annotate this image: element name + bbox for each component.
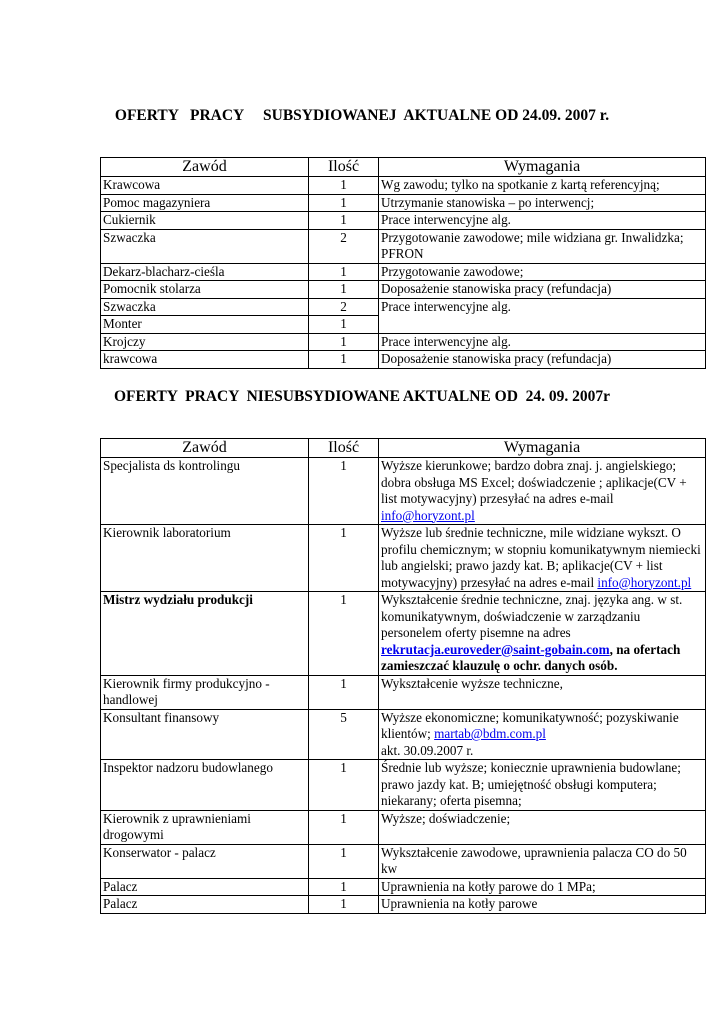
cell-zawod: Kierownik laboratorium xyxy=(101,525,309,592)
table-row xyxy=(101,263,706,281)
cell-zawod: Szwaczka xyxy=(101,229,309,263)
requirements-note: akt. 30.09.2007 r. xyxy=(381,742,474,758)
table-header xyxy=(101,439,706,458)
cell-zawod: Cukiernik xyxy=(101,212,309,230)
table-row xyxy=(101,760,706,811)
cell-wymagania: Uprawnienia na kotły parowe xyxy=(379,896,706,914)
email-link[interactable]: info@horyzont.pl xyxy=(597,574,692,590)
cell-ilosc: 1 xyxy=(309,177,379,195)
cell-zawod: Pomoc magazyniera xyxy=(101,194,309,212)
cell-wymagania: Doposażenie stanowiska pracy (refundacja) xyxy=(379,281,706,299)
email-link[interactable]: martab@bdm.com.pl xyxy=(434,726,546,741)
cell-wymagania: Wg zawodu; tylko na spotkanie z kartą referencyjną; xyxy=(379,177,706,195)
cell-wymagania: Utrzymanie stanowiska – po interwencj; xyxy=(379,194,706,212)
cell-ilosc: 1 xyxy=(309,458,379,525)
table-row xyxy=(101,896,706,914)
cell-ilosc: 1 xyxy=(309,675,379,709)
cell-ilosc: 5 xyxy=(309,709,379,760)
cell-wymagania: Prace interwencyjne alg. xyxy=(379,298,706,333)
cell-zawod: Konserwator - palacz xyxy=(101,844,309,878)
table-unsubsidized xyxy=(100,438,706,914)
cell-zawod: Krojczy xyxy=(101,333,309,351)
table-row xyxy=(101,298,706,316)
table-header xyxy=(101,158,706,177)
cell-ilosc: 1 xyxy=(309,212,379,230)
cell-zawod: Monter xyxy=(101,316,309,334)
table-row xyxy=(101,333,706,351)
cell-wymagania xyxy=(379,709,706,760)
cell-ilosc: 1 xyxy=(309,525,379,592)
cell-ilosc: 1 xyxy=(309,878,379,896)
cell-wymagania: Wykształcenie zawodowe, uprawnienia palacza CO do 50 kw xyxy=(379,844,706,878)
cell-ilosc: 1 xyxy=(309,316,379,334)
table-row xyxy=(101,281,706,299)
requirements-note: , na ofertach zamieszczać klauzulę o ochr. danych osób. xyxy=(381,641,681,673)
cell-wymagania: Wykształcenie wyższe techniczne, xyxy=(379,675,706,709)
cell-zawod: Krawcowa xyxy=(101,177,309,195)
cell-wymagania xyxy=(379,592,706,676)
requirements-text: Wyższe lub średnie techniczne, mile widziane wykszt. O profilu chemicznym; w stopniu komunikatywnym niemiecki lub angielski; prawo jazdy kat. B; aplikacje(CV + list motywacyjny) przesyłać na adres e-mail xyxy=(381,525,701,590)
table-row xyxy=(101,212,706,230)
header-ilosc: Ilość xyxy=(309,158,379,177)
cell-ilosc: 1 xyxy=(309,760,379,811)
header-zawod: Zawód xyxy=(101,439,309,458)
cell-ilosc: 1 xyxy=(309,263,379,281)
cell-ilosc: 1 xyxy=(309,896,379,914)
requirements-text: Wyższe kierunkowe; bardzo dobra znaj. j. angielskiego; dobra obsługa MS Excel; doświadczenie ; aplikacje(CV + list motywacyjny) przesyłać na adres e-mail xyxy=(381,458,687,506)
cell-wymagania: Uprawnienia na kotły parowe do 1 MPa; xyxy=(379,878,706,896)
table-row xyxy=(101,351,706,369)
cell-ilosc: 1 xyxy=(309,194,379,212)
email-link[interactable]: rekrutacja.euroveder@saint-gobain.com xyxy=(381,641,610,657)
cell-ilosc: 1 xyxy=(309,844,379,878)
cell-ilosc: 1 xyxy=(309,351,379,369)
table-row xyxy=(101,675,706,709)
cell-zawod: Pomocnik stolarza xyxy=(101,281,309,299)
cell-ilosc: 1 xyxy=(309,333,379,351)
table-row xyxy=(101,810,706,844)
table-row xyxy=(101,458,706,525)
cell-wymagania: Przygotowanie zawodowe; mile widziana gr. Inwalidzka; PFRON xyxy=(379,229,706,263)
header-wymagania: Wymagania xyxy=(379,158,706,177)
title-unsubsidized: OFERTY PRACY NIESUBSYDIOWANE AKTUALNE OD 24. 09. 2007r xyxy=(113,388,611,405)
cell-zawod: Palacz xyxy=(101,878,309,896)
cell-wymagania: Prace interwencyjne alg. xyxy=(379,333,706,351)
table-row xyxy=(101,592,706,676)
cell-wymagania xyxy=(379,458,706,525)
table-row xyxy=(101,177,706,195)
cell-zawod: Inspektor nadzoru budowlanego xyxy=(101,760,309,811)
cell-zawod: Dekarz-blacharz-cieśla xyxy=(101,263,309,281)
table-row xyxy=(101,525,706,592)
table-row xyxy=(101,194,706,212)
cell-ilosc: 1 xyxy=(309,592,379,676)
cell-zawod: Kierownik firmy produkcyjno - handlowej xyxy=(101,675,309,709)
cell-zawod: Szwaczka xyxy=(101,298,309,316)
title-subsidized: OFERTY PRACY SUBSYDIOWANEJ AKTUALNE OD 24.09. 2007 r. xyxy=(114,107,610,124)
cell-zawod: Mistrz wydziału produkcji xyxy=(101,592,309,676)
table-subsidized xyxy=(100,157,706,369)
table-row xyxy=(101,844,706,878)
header-wymagania: Wymagania xyxy=(379,439,706,458)
cell-wymagania: Doposażenie stanowiska pracy (refundacja) xyxy=(379,351,706,369)
table-row xyxy=(101,709,706,760)
cell-zawod: krawcowa xyxy=(101,351,309,369)
cell-zawod: Konsultant finansowy xyxy=(101,709,309,760)
cell-wymagania: Przygotowanie zawodowe; xyxy=(379,263,706,281)
cell-ilosc: 2 xyxy=(309,229,379,263)
email-link[interactable]: info@horyzont.pl xyxy=(381,507,475,523)
requirements-text: Wyższe ekonomiczne; komunikatywność; pozyskiwanie klientów; xyxy=(381,709,679,741)
cell-ilosc: 2 xyxy=(309,298,379,316)
cell-zawod: Palacz xyxy=(101,896,309,914)
header-ilosc: Ilość xyxy=(309,439,379,458)
header-zawod: Zawód xyxy=(101,158,309,177)
cell-zawod: Specjalista ds kontrolingu xyxy=(101,458,309,525)
cell-wymagania: Prace interwencyjne alg. xyxy=(379,212,706,230)
cell-wymagania: Średnie lub wyższe; koniecznie uprawnienia budowlane; prawo jazdy kat. B; umiejętność obsługi komputera; niekarany; oferta pisemna; xyxy=(379,760,706,811)
cell-wymagania xyxy=(379,525,706,592)
table-row xyxy=(101,878,706,896)
cell-zawod: Kierownik z uprawnieniami drogowymi xyxy=(101,810,309,844)
cell-ilosc: 1 xyxy=(309,810,379,844)
cell-wymagania: Wyższe; doświadczenie; xyxy=(379,810,706,844)
requirements-text: Wykształcenie średnie techniczne, znaj. języka ang. w st. komunikatywnym, doświadczenie w zarządzaniu personelem oferty pisemne na adres xyxy=(381,592,683,640)
cell-ilosc: 1 xyxy=(309,281,379,299)
table-row xyxy=(101,229,706,263)
